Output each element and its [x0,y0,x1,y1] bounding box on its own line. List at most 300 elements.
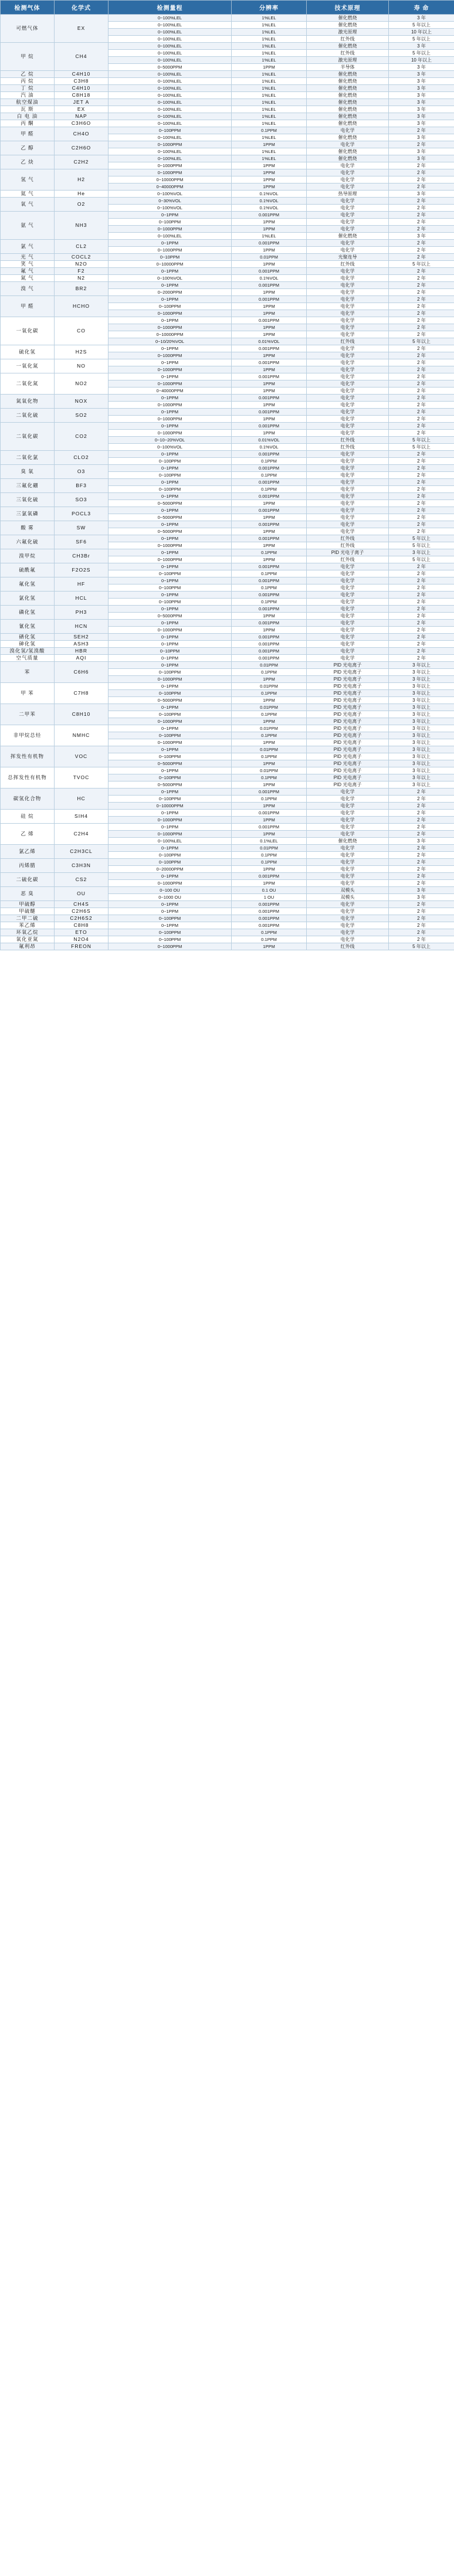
chemical-formula-cell: SO3 [55,493,109,507]
gas-name-cell: 三氟化硼 [1,479,55,493]
chemical-formula-cell: BR2 [55,282,109,296]
table-row [1,127,454,134]
table-row [1,936,454,943]
detection-range-cell: 0~5000PPM [109,514,232,521]
resolution-cell: 0.001PPM [232,479,307,486]
technology-cell: 红外线 [307,338,389,345]
detection-range-cell: 0~1PPM [109,725,232,732]
chemical-formula-cell: C2H3CL [55,845,109,859]
table-row [1,395,454,402]
technology-cell: 电化学 [307,465,389,472]
technology-cell: 红外线 [307,50,389,57]
technology-cell: 电化学 [307,373,389,380]
technology-cell: 催化燃烧 [307,155,389,162]
lifetime-cell: 2 年 [389,817,454,824]
resolution-cell: 0.001PPM [232,606,307,613]
lifetime-cell: 3 年 [389,120,454,127]
lifetime-cell: 2 年 [389,915,454,922]
technology-cell: 电化学 [307,162,389,169]
resolution-cell: 0.001PPM [232,789,307,796]
lifetime-cell: 2 年 [389,500,454,507]
gas-name-cell: 挥发性有机物 [1,746,55,767]
lifetime-cell: 2 年 [389,472,454,479]
lifetime-cell: 5 年以上 [389,542,454,549]
technology-cell: PID 光电离子 [307,732,389,739]
lifetime-cell: 2 年 [389,388,454,395]
lifetime-cell: 2 年 [389,936,454,943]
chemical-formula-cell: EX [55,15,109,43]
resolution-cell: 1PPM [232,556,307,563]
detection-range-cell: 0~1PPM [109,359,232,366]
lifetime-cell: 2 年 [389,324,454,331]
technology-cell: 电化学 [307,289,389,296]
lifetime-cell: 2 年 [389,599,454,606]
technology-cell: 电化学 [307,416,389,423]
gas-sensor-spec-table [0,0,454,950]
lifetime-cell: 3 年 [389,148,454,155]
resolution-cell: 0.1PPM [232,929,307,936]
detection-range-cell: 0~1000PPM [109,310,232,317]
lifetime-cell: 3 年以上 [389,774,454,781]
resolution-cell: 0.001PPM [232,915,307,922]
lifetime-cell: 5 年以上 [389,36,454,43]
table-row [1,268,454,275]
gas-name-cell: 非甲烷总烃 [1,725,55,746]
table-row [1,943,454,950]
technology-cell: 电化学 [307,817,389,824]
detection-range-cell: 0~10/20%VOL [109,338,232,345]
gas-name-cell: 可燃气体 [1,15,55,43]
table-row [1,845,454,852]
resolution-cell: 0.1PPM [232,690,307,697]
resolution-cell: 0.001PPM [232,655,307,662]
detection-range-cell: 0~100PPM [109,127,232,134]
detection-range-cell: 0~100%LEL [109,36,232,43]
detection-range-cell: 0~100%LEL [109,15,232,22]
resolution-cell: 0.01%VOL [232,437,307,444]
gas-name-cell: 丁 烷 [1,85,55,92]
lifetime-cell: 2 年 [389,641,454,648]
table-row [1,634,454,641]
lifetime-cell: 2 年 [389,226,454,233]
detection-range-cell: 0~100%LEL [109,148,232,155]
detection-range-cell: 0~100%LEL [109,43,232,50]
detection-range-cell: 0~1PPM [109,345,232,352]
table-row [1,648,454,655]
header-resolution: 分辨率 [232,1,307,15]
detection-range-cell: 0~5000PPM [109,500,232,507]
table-row [1,15,454,22]
gas-name-cell: 甲 苯 [1,683,55,704]
table-row [1,78,454,85]
lifetime-cell: 3 年 [389,85,454,92]
lifetime-cell: 2 年 [389,296,454,303]
detection-range-cell: 0~100%LEL [109,233,232,240]
chemical-formula-cell: C2H2 [55,155,109,169]
detection-range-cell: 0~1PPM [109,423,232,430]
technology-cell: 催化燃烧 [307,43,389,50]
lifetime-cell: 3 年以上 [389,676,454,683]
resolution-cell: 0.1%VOL [232,205,307,212]
detection-range-cell: 0~100PPM [109,774,232,781]
resolution-cell: 1%LEL [232,148,307,155]
lifetime-cell: 3 年以上 [389,753,454,760]
gas-name-cell: 溴甲烷 [1,549,55,563]
resolution-cell: 0.1PPM [232,796,307,803]
detection-range-cell: 0~1000PPM [109,380,232,388]
gas-name-cell: 恶 臭 [1,887,55,901]
chemical-formula-cell: HF [55,577,109,592]
technology-cell: 电化学 [307,528,389,535]
gas-name-cell: 苯乙烯 [1,922,55,929]
technology-cell: 催化燃烧 [307,15,389,22]
lifetime-cell: 2 年 [389,514,454,521]
gas-name-cell: 硫酰氟 [1,563,55,577]
detection-range-cell: 0~1PPM [109,465,232,472]
table-row [1,915,454,922]
technology-cell: 电化学 [307,359,389,366]
gas-name-cell: 丙 酮 [1,120,55,127]
chemical-formula-cell: HBR [55,648,109,655]
lifetime-cell: 3 年 [389,134,454,141]
chemical-formula-cell: F2 [55,268,109,275]
lifetime-cell: 3 年 [389,838,454,845]
resolution-cell: 1PPM [232,310,307,317]
technology-cell: PID 光电离子 [307,718,389,725]
detection-range-cell: 0~1PPM [109,268,232,275]
chemical-formula-cell: FREON [55,943,109,950]
table-row [1,873,454,880]
detection-range-cell: 0~1000PPM [109,817,232,824]
lifetime-cell: 2 年 [389,824,454,831]
detection-range-cell: 0~30%VOL [109,198,232,205]
detection-range-cell: 0~10~20%VOL [109,437,232,444]
resolution-cell: 0.001PPM [232,922,307,929]
technology-cell: PID 光电离子 [307,781,389,789]
table-row [1,908,454,915]
resolution-cell: 1%LEL [232,43,307,50]
resolution-cell: 1PPM [232,430,307,437]
table-row [1,641,454,648]
chemical-formula-cell: POCL3 [55,507,109,521]
resolution-cell: 1PPM [232,718,307,725]
technology-cell: 电化学 [307,627,389,634]
detection-range-cell: 0~100PPM [109,472,232,479]
resolution-cell: 1PPM [232,261,307,268]
lifetime-cell: 10 年以上 [389,29,454,36]
gas-name-cell: 一氧化碳 [1,317,55,345]
lifetime-cell: 3 年 [389,887,454,894]
lifetime-cell: 3 年以上 [389,732,454,739]
table-row [1,901,454,908]
lifetime-cell: 5 年以上 [389,338,454,345]
detection-range-cell: 0~1PPM [109,451,232,458]
table-row [1,606,454,613]
lifetime-cell: 2 年 [389,493,454,500]
lifetime-cell: 3 年以上 [389,781,454,789]
technology-cell: 电化学 [307,648,389,655]
lifetime-cell: 2 年 [389,289,454,296]
gas-name-cell: 溴化氢/氢溴酸 [1,648,55,655]
lifetime-cell: 3 年 [389,233,454,240]
table-row [1,282,454,289]
table-row [1,106,454,113]
resolution-cell: 1PPM [232,514,307,521]
resolution-cell: 1PPM [232,613,307,620]
lifetime-cell: 5 年以上 [389,444,454,451]
table-row [1,317,454,324]
chemical-formula-cell: VOC [55,746,109,767]
technology-cell: PID 光电离子 [307,753,389,760]
resolution-cell: 0.001PPM [232,824,307,831]
chemical-formula-cell: H2 [55,169,109,191]
gas-name-cell: 三氯氧磷 [1,507,55,521]
resolution-cell: 0.1%VOL [232,198,307,205]
resolution-cell: 0.001PPM [232,577,307,584]
detection-range-cell: 0~100PPM [109,732,232,739]
detection-range-cell: 0~1PPM [109,641,232,648]
chemical-formula-cell: CS2 [55,873,109,887]
lifetime-cell: 5 年以上 [389,943,454,950]
technology-cell: 电化学 [307,310,389,317]
resolution-cell: 0.001PPM [232,317,307,324]
table-row [1,887,454,894]
table-row [1,71,454,78]
lifetime-cell: 3 年 [389,78,454,85]
technology-cell: 红外线 [307,261,389,268]
detection-range-cell: 0~1PPM [109,592,232,599]
lifetime-cell: 2 年 [389,866,454,873]
table-row [1,261,454,268]
table-row [1,409,454,416]
technology-cell: PID 光电离子 [307,760,389,767]
detection-range-cell: 0~1PPM [109,767,232,774]
technology-cell: 电化学 [307,584,389,592]
detection-range-cell: 0~100PPM [109,929,232,936]
resolution-cell: 0.001PPM [232,641,307,648]
table-body [1,15,454,950]
lifetime-cell: 3 年 [389,113,454,120]
table-row [1,85,454,92]
detection-range-cell: 0~100PPM [109,859,232,866]
chemical-formula-cell: C2H4 [55,824,109,845]
resolution-cell: 0.001PPM [232,465,307,472]
resolution-cell: 0.1PPM [232,599,307,606]
gas-name-cell: 二氧化氯 [1,451,55,465]
lifetime-cell: 2 年 [389,789,454,796]
resolution-cell: 1PPM [232,141,307,148]
technology-cell: 催化燃烧 [307,71,389,78]
detection-range-cell: 0~100%LEL [109,99,232,106]
detection-range-cell: 0~1PPM [109,873,232,880]
detection-range-cell: 0~1000PPM [109,739,232,746]
technology-cell: 电化学 [307,352,389,359]
header-gas-name: 检测气体 [1,1,55,15]
gas-name-cell: 乙 烯 [1,824,55,845]
lifetime-cell: 2 年 [389,366,454,373]
lifetime-cell: 2 年 [389,613,454,620]
resolution-cell: 1%LEL [232,50,307,57]
resolution-cell: 1%LEL [232,85,307,92]
technology-cell: PID 光电离子 [307,683,389,690]
resolution-cell: 1PPM [232,739,307,746]
lifetime-cell: 2 年 [389,176,454,183]
resolution-cell: 1PPM [232,542,307,549]
technology-cell: 电化学 [307,824,389,831]
chemical-formula-cell: He [55,191,109,198]
lifetime-cell: 3 年以上 [389,704,454,711]
gas-name-cell: 空气质量 [1,655,55,662]
resolution-cell: 1%LEL [232,71,307,78]
technology-cell: 电化学 [307,402,389,409]
chemical-formula-cell: C3H8 [55,78,109,85]
gas-name-cell: 甲 烷 [1,43,55,71]
lifetime-cell: 2 年 [389,198,454,205]
lifetime-cell: 2 年 [389,880,454,887]
table-row [1,922,454,929]
chemical-formula-cell: CH3Br [55,549,109,563]
resolution-cell: 0.001PPM [232,268,307,275]
gas-name-cell: 硅 烷 [1,810,55,824]
detection-range-cell: 0~1000PPM [109,831,232,838]
chemical-formula-cell: SIH4 [55,810,109,824]
lifetime-cell: 2 年 [389,141,454,148]
detection-range-cell: 0~1PPM [109,683,232,690]
chemical-formula-cell: C8H8 [55,922,109,929]
lifetime-cell: 2 年 [389,247,454,254]
resolution-cell: 0.1PPM [232,859,307,866]
detection-range-cell: 0~1000PPM [109,416,232,423]
chemical-formula-cell: PH3 [55,606,109,620]
detection-range-cell: 0~100PPM [109,669,232,676]
resolution-cell: 0.001PPM [232,345,307,352]
chemical-formula-cell: SW [55,521,109,535]
gas-name-cell: 酸 雾 [1,521,55,535]
technology-cell: 催化燃烧 [307,134,389,141]
resolution-cell: 1PPM [232,183,307,191]
lifetime-cell: 2 年 [389,627,454,634]
lifetime-cell: 3 年 [389,155,454,162]
technology-cell: PID 光电离子 [307,690,389,697]
technology-cell: PID 光电离子 [307,697,389,704]
table-row [1,704,454,711]
detection-range-cell: 0~1000PPM [109,430,232,437]
technology-cell: 电化学 [307,852,389,859]
technology-cell: 电化学 [307,493,389,500]
resolution-cell: 1PPM [232,781,307,789]
resolution-cell: 0.1%LEL [232,838,307,845]
lifetime-cell: 2 年 [389,929,454,936]
detection-range-cell: 0~1PPM [109,240,232,247]
technology-cell: 电化学 [307,479,389,486]
lifetime-cell: 2 年 [389,395,454,402]
lifetime-cell: 3 年以上 [389,767,454,774]
technology-cell: 电化学 [307,901,389,908]
table-row [1,479,454,486]
table-row [1,373,454,380]
resolution-cell: 0.001PPM [232,634,307,641]
gas-name-cell: 碳氢化合物 [1,789,55,810]
technology-cell: 电化学 [307,458,389,465]
detection-range-cell: 0~1PPM [109,577,232,584]
gas-name-cell: 乙 醇 [1,141,55,155]
gas-name-cell: 航空煤油 [1,99,55,106]
table-row [1,563,454,570]
detection-range-cell: 0~1PPM [109,746,232,753]
lifetime-cell: 3 年以上 [389,711,454,718]
resolution-cell: 0.1PPM [232,584,307,592]
detection-range-cell: 0~1000PPM [109,162,232,169]
technology-cell: 电化学 [307,845,389,852]
detection-range-cell: 0~100PPM [109,915,232,922]
detection-range-cell: 0~100%LEL [109,50,232,57]
resolution-cell: 0.1PPM [232,570,307,577]
technology-cell: 电化学 [307,430,389,437]
lifetime-cell: 5 年以上 [389,535,454,542]
lifetime-cell: 2 年 [389,458,454,465]
gas-name-cell: 丙 烷 [1,78,55,85]
detection-range-cell: 0~100PPM [109,570,232,577]
lifetime-cell: 2 年 [389,416,454,423]
gas-name-cell: 三氧化硫 [1,493,55,507]
detection-range-cell: 0~10PPM [109,648,232,655]
technology-cell: 电化学 [307,486,389,493]
chemical-formula-cell: CH4S [55,901,109,908]
detection-range-cell: 0~1000PPM [109,718,232,725]
gas-name-cell: 溴 气 [1,282,55,296]
technology-cell: 催化燃烧 [307,838,389,845]
gas-name-cell: 氢 气 [1,169,55,191]
resolution-cell: 1PPM [232,402,307,409]
resolution-cell: 1PPM [232,676,307,683]
resolution-cell: 1PPM [232,324,307,331]
table-row [1,275,454,282]
resolution-cell: 0.001PPM [232,648,307,655]
lifetime-cell: 2 年 [389,359,454,366]
resolution-cell: 0.001PPM [232,282,307,289]
resolution-cell: 1%LEL [232,36,307,43]
lifetime-cell: 2 年 [389,331,454,338]
chemical-formula-cell: H2S [55,345,109,359]
technology-cell: 电化学 [307,810,389,817]
technology-cell: 催化燃烧 [307,120,389,127]
detection-range-cell: 0~1000PPM [109,627,232,634]
technology-cell: 电化学 [307,803,389,810]
resolution-cell: 0.01PPM [232,254,307,261]
chemical-formula-cell: C7H8 [55,683,109,704]
lifetime-cell: 5 年以上 [389,437,454,444]
technology-cell: 电化学 [307,613,389,620]
detection-range-cell: 0~1000PPM [109,247,232,254]
technology-cell: 催化燃烧 [307,106,389,113]
chemical-formula-cell: C2H6O [55,141,109,155]
resolution-cell: 0.1PPM [232,669,307,676]
technology-cell: 电化学 [307,205,389,212]
resolution-cell: 1PPM [232,331,307,338]
technology-cell: 电化学 [307,599,389,606]
technology-cell: PID 光电离子 [307,767,389,774]
detection-range-cell: 0~40000PPM [109,183,232,191]
table-row [1,240,454,247]
detection-range-cell: 0~1000 OU [109,894,232,901]
chemical-formula-cell: SO2 [55,409,109,423]
technology-cell: 电化学 [307,606,389,613]
technology-cell: PID 光电离子 [307,711,389,718]
resolution-cell: 0.001PPM [232,409,307,416]
resolution-cell: 1%LEL [232,106,307,113]
technology-cell: 催化燃烧 [307,233,389,240]
lifetime-cell: 3 年以上 [389,718,454,725]
